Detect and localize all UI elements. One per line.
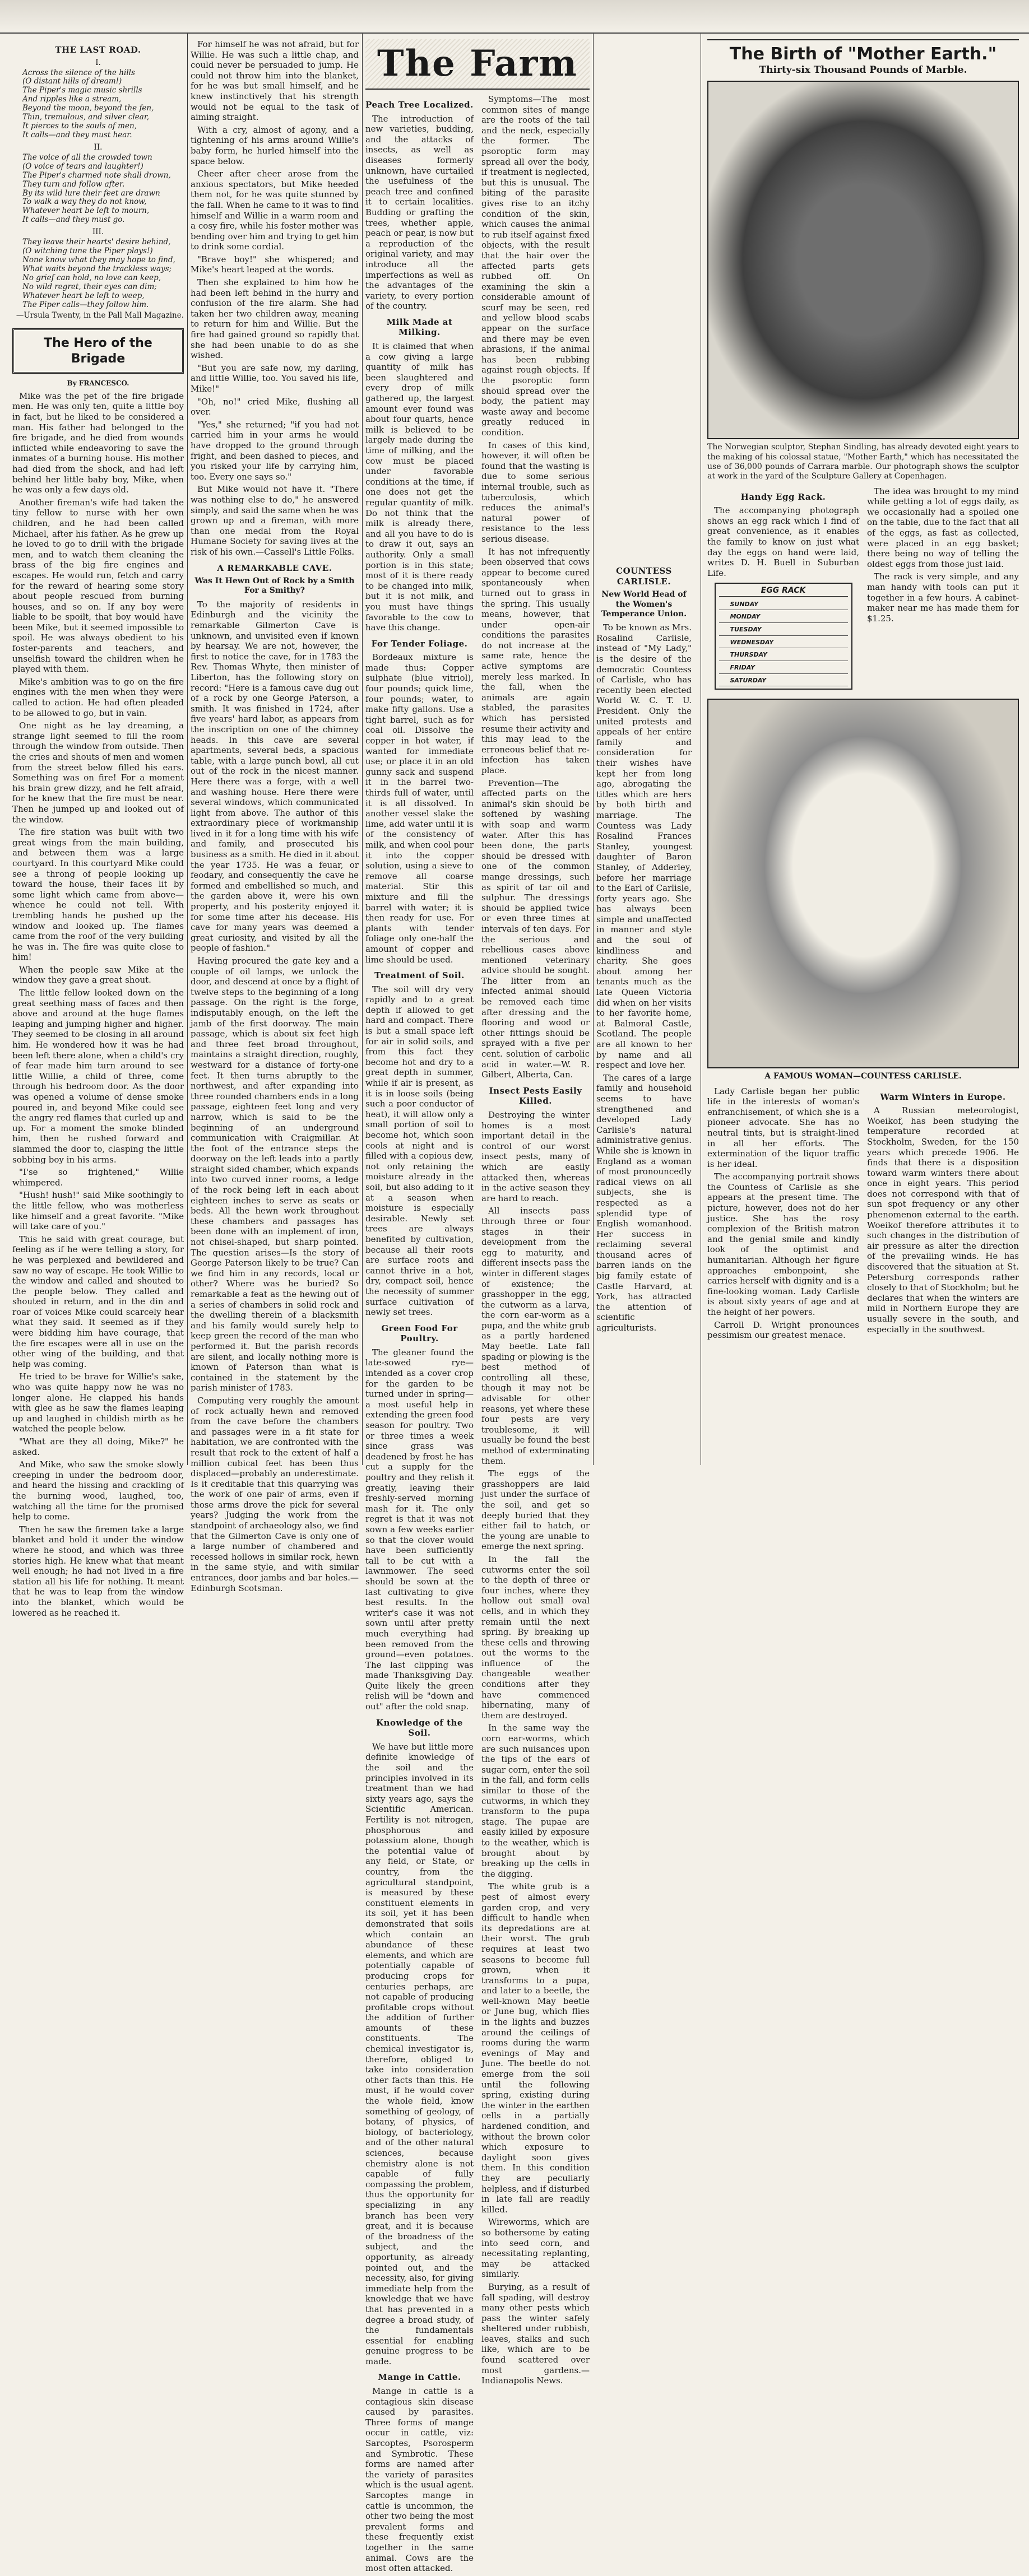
article-paragraph: The soil will dry very rapidly and to a great depth if allowed to get hard and compact. There is but a small space left for air in solid soils, and from this fact they become hot and dry to a great depth in summer, while if air is present, as it is in loose soils (being such a poor conductor of heat), it will allow only a small portion of soil to become hot, which soon cools at night and is filled with a copious dew, not only retaining the moisture already in the soil, but also adding to it at a season when moisture is especially desirable. Newly set trees are always benefited by cultivation, because all their roots are surface roots and cannot thrive in a hot, dry, compact soil, hence the necessity of summer surface cultivation of newly set trees.: [365, 984, 474, 1318]
story-paragraph: Cheer after cheer arose from the anxious spectators, but Mike heeded them not, for he was quite stunned by the fall. When he came to it was to find himself and Willie in a warm room and a cosy fire, while his foster mother was bending over him and trying to get him to drink some cordial.: [191, 169, 359, 252]
lower-section: [707, 1086, 1019, 1343]
birth-subtitle: Thirty-six Thousand Pounds of Marble.: [759, 64, 967, 76]
poem-line: (O voice of tears and laughter!): [22, 161, 143, 171]
egg-rack-illustration: [715, 583, 852, 690]
poem-title: THE LAST ROAD.: [55, 45, 141, 55]
column-rule: [187, 34, 188, 1465]
poem-line: Beyond the moon, beyond the fen,: [22, 104, 154, 113]
countess-continued: [707, 1086, 859, 1343]
poem-line: They leave their hearts' desire behind,: [22, 238, 171, 247]
poem-line: The Piper's charmed note shall drown,: [22, 170, 171, 180]
egg-rack-paragraph: The rack is very simple, and any man handy with tools can put it together in a few hours. A cabinet-maker near me has made them for $1.25.: [867, 571, 1019, 624]
story-paragraph: He tried to be brave for Willie's sake, who was quite happy now he was no longer alone. He clapped his hands with glee as he saw the flames leaping up and laughed in childish mirth as he watched the people below.: [12, 1371, 184, 1434]
countess-paragraph: Lady Carlisle began her public life in the interests of woman's enfranchisement, of which she is a pioneer advocate. She has no neutral tints, but is straight-lined in all her efforts. The extermination of the liquor traffic is her ideal.: [707, 1086, 859, 1169]
story-paragraph: "Hush! hush!" said Mike soothingly to the little fellow, who was motherless like himself and a great favorite. "Mike will take care of you.": [12, 1190, 184, 1232]
article-title: Treatment of Soil.: [374, 970, 465, 981]
poem-line: Whatever heart be left to mourn,: [22, 206, 150, 216]
countess-caption: A FAMOUS WOMAN—COUNTESS CARLISLE.: [764, 1072, 962, 1081]
poem-line: To walk a way they do not know,: [22, 197, 147, 207]
article-paragraph: The gleaner found the late-sowed rye—intended as a cover crop for the garden to be turned under in spring—a most useful help in extending the green food season for poultry. Two or three times a week since grass was deadened by frost he has cut a supply for the poultry and they relish it greatly, leaving their freshly-served morning mash for it. The only regret is that it was not sown a few weeks earlier so that the clover would have been sufficiently tall to be cut with a lawnmower. The seed should be sown at the last cultivating to give best results. In the writer's case it was not sown until after pretty much everything had been removed from the ground—even potatoes. The last clipping was made Thanksgiving Day. Quite likely the green relish will be "down and out" after the cold snap.: [365, 1347, 474, 1712]
stanza-number: I.: [95, 58, 101, 67]
article-paragraph: Burying, as a result of fall spading, will destroy many other pests which pass the winter safely sheltered under rubbish, leaves, stalks and such like, which are to be found scattered over most gardens.—Indianapolis News.: [481, 2281, 590, 2386]
poem-line: (O witching tune the Piper plays!): [22, 247, 153, 256]
story-paragraph: Another fireman's wife had taken the tiny fellow to nurse with her own children, and he had been called Michael, after his father. As he grew up he loved to go to drill with the brigade men, and to watch them cleaning the brass of the big fire engines and escapes. He would run, fetch and carry for the reward of hearing some story about people rescued from burning houses, and so on. If any boy were liable to be spoilt, that boy would have been Mike, but it seemed impossible to spoil. He was always obedient to his foster-parents and teachers, and unselfish toward the children when he played with them.: [12, 497, 184, 675]
story-paragraph: The fire station was built with two great wings from the main building, and between them was a large courtyard. In this courtyard Mike could see a throng of people looking up toward the house, their faces lit by some light which came from above—whence he could not tell. With trembling hands he pushed up the window and looked up. The flames came from the roof of the very building he was in. The fire was quite close to him!: [12, 827, 184, 962]
warm-winters-title: Warm Winters in Europe.: [880, 1091, 1006, 1102]
egg-rack-text-continued: [867, 486, 1019, 694]
countess-paragraph: The accompanying portrait shows the Countess of Carlisle as she appears at the present time. The picture, however, does not do her justice. She has the rosy complexion of the British matron and the genial smile and kindly look of the optimist and humanitarian. Although her figure approaches embonpoint, she carries herself with dignity and is a fine-looking woman. Lady Carlisle is about sixty years of age and at the height of her powers.: [707, 1171, 859, 1318]
article-paragraph: Mange in cattle is a contagious skin disease caused by parasites. Three forms of mange occur in cattle, viz: Sarcoptes, Psorosperm and Symbrotic. These forms are named after the variety of parasites which is the usual agent. Sarcoptes mange in cattle is uncommon, the other two being the most prevalent forms and these frequently exist together in the same animal. Cows are the most often attacked.: [365, 2386, 474, 2574]
egg-rack-paragraph: The accompanying photograph shows an egg rack which I find of great convenience, as it enables the family to know on just what day the eggs on hand were laid, writes D. H. Buell in Suburban Life.: [707, 505, 859, 578]
egg-rack-day: TUESDAY: [719, 623, 848, 636]
story-paragraph: And Mike, who saw the smoke slowly creeping in under the bedroom door, and heard the hissing and crackling of the burning wood, laughed, too, watching all the time for the promised help to come.: [12, 1459, 184, 1522]
story-paragraph: The little fellow looked down on the great seething mass of faces and then above and around at the huge flames leaping and jumping higher and higher. They seemed to be closing in all around him. He wondered how it was he had been left there alone, when a child's cry of fear made him turn around to see little Willie, a child of three, come through his bedroom door. As the door was opened a volume of dense smoke poured in, and beyond Mike could see the angry red flames that curled up and up. For a moment the smoke blinded him, then he rushed forward and slammed the door to, clasping the little sobbing boy in his arms.: [12, 988, 184, 1165]
warm-winters-paragraph: A Russian meteorologist, Woeikof, has been studying the temperature recorded at Stockholm, Sweden, for the 150 years which precede 1906. He finds that there is a disposition toward warm winters there about once in eight years. This period does not correspond with that of sun spot frequency or any other phenomenon external to the earth. Woeikof therefore attributes it to such changes in the distribution of air pressure as alter the direction of the prevailing winds. He has discovered that the situation at St. Petersburg corresponds rather closely to that of Stockholm; but he declares that when the winters are mild in Northern Europe they are usually severe in the south, and especially in the southwest.: [867, 1105, 1019, 1335]
poem-line: It calls—and they must go.: [22, 215, 125, 225]
story-paragraph: "Brave boy!" she whispered; and Mike's heart leaped at the words.: [191, 254, 359, 275]
egg-rack-day: THURSDAY: [719, 648, 848, 661]
countess-subtitle: New World Head of the Women's Temperance Union.: [601, 590, 687, 619]
story-paragraph: "What are they all doing, Mike?" he asked.: [12, 1436, 184, 1457]
poem-line: The voice of all the crowded town: [22, 152, 152, 162]
column-1: [12, 39, 184, 1618]
birth-title: The Birth of "Mother Earth.": [707, 39, 1019, 64]
countess-title: COUNTESS CARLISLE.: [616, 566, 672, 587]
poem-line: Across the silence of the hills: [22, 68, 135, 77]
story-paragraph: This he said with great courage, but feeling as if he were telling a story, for he was perplexed and bewildered and saw no way of escape. He took Willie to the window and called and shouted to the people below. They called and shouted in return, and in the din and roar of voices Mike could scarcely hear what they said. It seemed as if they were bidding him have courage, that the fire escapes were all in use on the other wing of the building, and that help was coming.: [12, 1234, 184, 1369]
article-title: For Tender Foliage.: [371, 638, 468, 649]
countess-paragraph: To be known as Mrs. Rosalind Carlisle, instead of "My Lady," is the desire of the democratic Countess of Carlisle, who has recently been elected World W. C. T. U. President. Only the united protests and appeals of her entire family and consideration for their wishes have kept her from long ago, abrogating the titles which are hers by both birth and marriage. The Countess was Lady Rosalind Frances Stanley, youngest daughter of Baron Stanley, of Adderley, before her marriage to the Earl of Carlisle, forty years ago. She has always been simple and unaffected in manner and style and the soul of kindliness and charity. She goes about among her tenants much as the late Queen Victoria did when on her visits to her favorite home, at Balmoral Castle, Scotland. The people are all known to her by name and all respect and love her.: [596, 622, 692, 1071]
poem-attribution: —Ursula Twenty, in the Pall Mall Magazine.: [16, 311, 184, 320]
article-title: Peach Tree Localized.: [365, 100, 474, 110]
column-4: [596, 560, 692, 1462]
egg-rack-section: [707, 486, 1019, 694]
column-2: [191, 39, 359, 1593]
poem-line: None know what they may hope to find,: [22, 255, 175, 264]
article-title: Milk Made at Milking.: [386, 317, 453, 338]
egg-rack-day: SUNDAY: [719, 598, 848, 611]
egg-rack-text: [707, 486, 859, 694]
egg-rack-day: FRIDAY: [719, 661, 848, 674]
article-paragraph: Wireworms, which are so bothersome by eating into seed corn, and necessitating replanting, may be attacked similarly.: [481, 2217, 590, 2280]
egg-rack-paragraph: The idea was brought to my mind while getting a lot of eggs daily, as we occasionally had a spoiled one on the table, due to the fact that all of the eggs, as fast as collected, were placed in an egg basket; there being no way of telling the oldest eggs from those just laid.: [867, 486, 1019, 569]
story-paragraph: One night as he lay dreaming, a strange light seemed to fill the room through the window from outside. Then the cries and shouts of men and women from the street below filled his ears. Something was on fire! For a moment his brain grew dizzy, and he felt afraid, for he knew that the fire must be near. Then he jumped up and looked out of the window.: [12, 720, 184, 825]
article-paragraph: In the fall the cutworms enter the soil to the depth of three or four inches, where they hollow out small oval cells, and in which they remain until the next spring. By breaking up these cells and throwing out the worms to the influence of the changeable weather conditions after they have commenced hibernating, many of them are destroyed.: [481, 1554, 590, 1721]
egg-rack-day: WEDNESDAY: [719, 636, 848, 649]
farm-masthead: The Farm: [365, 39, 590, 90]
poem-line: (O distant hills of dream!): [22, 77, 122, 86]
egg-rack-title: Handy Egg Rack.: [740, 491, 826, 502]
article-paragraph: Symptoms—The most common sites of mange are the roots of the tail and the neck, especially the former. The psoroptic form may spread all over the body, if treatment is neglected, but this is unusual. The biting of the parasite gives rise to an itchy condition of the skin, which causes the animal to rub itself against fixed objects, with the result that the hair over the affected parts gets rubbed off. On examining the skin a considerable amount of scurf may be seen, red and yellow blood scabs appear on the surface and there may be even abrasions, if the animal has been rubbing against rough objects. If the psoroptic form should spread over the body, the patient may waste away and become greatly reduced in condition.: [481, 94, 590, 438]
article-paragraph: We have but little more definite knowledge of the soil and the principles involved in its treatment than we had sixty years ago, says the Scientific American. Fertility is not nitrogen, phosphorous and potassium alone, though the potential value of any field, or State, or country, from the agricultural standpoint, is measured by these constituent elements in its soil, yet it has been demonstrated that soils which contain an abundance of these elements, and which are potentially capable of producing crops for centuries perhaps, are not capable of producing profitable crops without the addition of further amounts of these constituents. The chemical investigator is, therefore, obliged to take into consideration other facts than this. He must, if he would cover the whole field, know something of geology, of botany, of physics, of biology, of bacteriology, and of the other natural sciences, because chemistry alone is not capable of fully compassing the problem, thus the opportunity for specializing in any branch has been very great, and it is because of the broadness of the subject, and the opportunity, as already pointed out, and the necessity, also, for giving immediate help from the knowledge that we have that has prevented in a degree a broad study, of the fundamentals essential for enabling genuine progress to be made.: [365, 1741, 474, 2366]
article-title: Knowledge of the Soil.: [376, 1717, 463, 1738]
poem-line: Whatever heart be left to weep,: [22, 291, 145, 300]
story-paragraph: Then he saw the firemen take a large blanket and hold it under the window where he stood, and which was three stories high. He knew what that meant well enough; he had not lived in a fire station all his life for nothing. It meant that he was to leap from the window into the blanket, which would be lowered as he reached it.: [12, 1524, 184, 1618]
page-header-band: [0, 0, 1029, 34]
story-paragraph: "Oh, no!" cried Mike, flushing all over.: [191, 396, 359, 417]
article-paragraph: In the same way the corn ear-worms, which are such nuisances upon the tips of the ears of sugar corn, enter the soil in the fall, and form cells similar to those of the cutworms, in which they transform to the pupa stage. The pupae are easily killed by exposure to the weather, which is brought about by breaking up the cells in the digging.: [481, 1723, 590, 1879]
poem-line: By its wild lure their feet are drawn: [22, 188, 160, 198]
farm-split: [365, 94, 590, 2576]
sculpture-caption: The Norwegian sculptor, Stephan Sindling, has already devoted eight years to the making of his colossal statue, "Mother Earth," which has necessitated the use of 36,000 pounds of Carrara marble. Our photograph shows the sculptor at work in the yard of the Sculpture Gallery at Copenhagen.: [707, 443, 1019, 481]
poem-line: The Piper's magic music shrills: [22, 86, 142, 95]
article-paragraph: The introduction of new varieties, budding, and the attacks of insects, as well as diseases formerly unknown, have curtailed the usefulness of the peach tree and confined it to certain localities. Budding or grafting the trees, whether apple, peach or pear, is now but a reproduction of the original variety, and may introduce all the imperfections as well as the advantages of the variety, to every portion of the country.: [365, 113, 474, 311]
poem-line: No wild regret, their eyes can dim;: [22, 282, 157, 291]
poem-line: The Piper calls—they follow him.: [22, 300, 149, 309]
story-paragraph: "I'se so frightened," Willie whimpered.: [12, 1167, 184, 1188]
article-title: Insect Pests Easily Killed.: [489, 1085, 582, 1106]
story-title-box: The Hero of the Brigade: [12, 328, 184, 374]
article-paragraph: It has not infrequently been observed that cows appear to become cured spontaneously when turned out to grass in the spring. This usually means, however, that under open-air conditions the parasites do not increase at the same rate, hence the active symptoms are merely less marked. In the fall, when the animals are again stabled, the parasites which has persisted resume their activity and this may lead to the erroneous belief that re-infection has taken place.: [481, 546, 590, 775]
column-rule: [362, 34, 363, 1465]
egg-rack-day: MONDAY: [719, 610, 848, 623]
stanza-number: II.: [94, 142, 103, 152]
article-paragraph: Destroying the winter homes is a most important detail in the control of our worst insect pests, many of which are easily attacked then, whereas in the active season they are hard to reach.: [481, 1110, 590, 1203]
column-3-farm: [365, 39, 590, 2574]
article-paragraph: All insects pass through three or four stages in their development from the egg to maturity, and different insects pass the winter in different stages of existence; the grasshopper in the egg, the cutworm as a larva, the corn ear-worm as a pupa, and the white grub as a partly hardened May beetle. Late fall spading or plowing is the best method of controlling all these, though it may not be advisable for other reasons, yet where these four pests are very troublesome, it will usually be found the best method of exterminating them.: [481, 1206, 590, 1466]
egg-rack-label: EGG RACK: [719, 586, 848, 596]
story-paragraph: When the people saw Mike at the window they gave a great shout.: [12, 964, 184, 985]
cave-title: A REMARKABLE CAVE.: [217, 562, 332, 573]
poem: [12, 59, 184, 321]
cave-subtitle: Was It Hewn Out of Rock by a Smith For a Smithy?: [194, 576, 355, 596]
article-paragraph: It is claimed that when a cow giving a large quantity of milk has been slaughtered and every drop of milk gathered up, the largest amount ever found was about four quarts, hence milk is believed to be largely made during the time of milking, and the cow must be placed under favorable conditions at the time, if one does not get the regular quantity of milk. Do not think that the milk is already there, and all you have to do is to draw it out, says an authority. Only a small portion is in this state; most of it is there ready to be changed into milk, but it is not milk, and you must have things favorable to the cow to have this change.: [365, 341, 474, 633]
filler-paragraph: Carroll D. Wright pronounces pessimism our greatest menace.: [707, 1319, 859, 1341]
article-paragraph: Bordeaux mixture is made thus: Copper sulphate (blue vitriol), four pounds; quick lime, four pounds; water, to make fifty gallons. Use a tight barrel, such as for coal oil. Dissolve the copper in hot water, if wanted for immediate use; or place it in an old gunny sack and suspend it in the barrel two-thirds full of water, until it is all dissolved. In another vessel slake the lime, add water until it is of the consistency of milk, and when cool pour it into the copper solution, using a sieve to remove all coarse material. Stir this mixture and fill the barrel with water; it is then ready for use. For plants with tender foliage only one-half the amount of copper and lime should be used.: [365, 652, 474, 965]
article-paragraph: Prevention—The affected parts on the animal's skin should be softened by washing with soap and warm water. After this has been done, the parts should be dressed with one of the common mange dressings, such as spirit of tar oil and sulphur. The dressings should be applied twice or even three times at intervals of ten days. For the serious and rebellious cases above mentioned veterinary advice should be sought. The litter from an infected animal should be removed each time after dressing and the flooring and wood or other fittings should be sprayed with a five per cent. solution of carbolic acid in water.—W. R. Gilbert, Alberta, Can.: [481, 778, 590, 1080]
cave-paragraph: Computing very roughly the amount of rock actually hewn and removed from the cave before the chambers and passages were in a fit state for habitation, we are confronted with the result that rock to the extent of half a million cubical feet has been thus displaced—probably an underestimate. Is it creditable that this quarrying was the work of one pair of arms, even if those arms drove the pick for several years? Judging the work from the standpoint of archaeology also, we find that the Gilmerton Cave is only one of a large number of chambered and recessed hollows in similar rock, hewn in the same style, and with similar entrances, door jambs and bar holes.—Edinburgh Scotsman.: [191, 1395, 359, 1593]
story-paragraph: With a cry, almost of agony, and a tightening of his arms around Willie's baby form, he hurled himself into the space below.: [191, 124, 359, 166]
farm-subcolumn-right: [481, 94, 590, 2576]
story-paragraph: Mike's ambition was to go on the fire engines with the men when they were called to action. He had often pleaded to be allowed to go, but in vain.: [12, 676, 184, 718]
column-rule: [593, 34, 594, 1465]
sculpture-photo: [707, 81, 1019, 439]
countess-portrait: [707, 699, 1019, 1068]
column-5: [707, 39, 1019, 1462]
poem-line: It pierces to the souls of men,: [22, 122, 137, 131]
cave-paragraph: Having procured the gate key and a couple of oil lamps, we unlock the door, and descend at once by a flight of twelve steps to the beginning of a long passage. On the right is the forge, indisputably enough, on the left the jamb of the first doorway. The main passage, which is about six feet high and three feet broad throughout, maintains a straight direction, roughly, westward for a distance of forty-one feet. It then turns abruptly to the northwest, and after expanding into three rounded chambers ends in a long passage, eighteen feet long and very narrow, which is said to be the beginning of an underground communication with Craigmillar. At the foot of the entrance steps the doorway on the left leads into a partly straight sided chamber, which expands into two curved inner rooms, a ledge of the rock being left in each about eighteen inches to serve as seats or beds. All the hewn work throughout these chambers and passages has been done with an implement of iron, not chisel-shaped, but sharp pointed. The question arises—Is the story of George Paterson likely to be true? Can we find him in any records, local or other? Where was he buried? So remarkable a feat as the hewing out of a series of chambers in solid rock and the dwelling therein of a blacksmith and his family would surely help to keep green the record of the man who performed it. But the parish records are silent, and locally nothing more is known of Paterson than what is contained in the statement by the parish minister of 1783.: [191, 956, 359, 1393]
story-paragraph: "Yes," she returned; "if you had not carried him in your arms he would have dropped to the ground through fright, and been dashed to pieces, and you risked your life by carrying him, too. Every one says so.": [191, 419, 359, 482]
story-paragraph: But Mike would not have it. "There was nothing else to do," he answered simply, and said the same when he was grown up and a fireman, with more than one medal from the Royal Humane Society for saving lives at the risk of his own.—Cassell's Little Folks.: [191, 484, 359, 557]
poem-line: And ripples like a stream,: [22, 95, 122, 104]
story-paragraph: For himself he was not afraid, but for Willie. He was such a little chap, and could never be persuaded to jump. He could not throw him into the blanket, for he was but small himself, and he knew instinctively that his strength would not be equal to the task of aiming straight.: [191, 39, 359, 123]
farm-subcolumn-left: [365, 94, 474, 2576]
poem-line: No grief can hold, no love can keep,: [22, 273, 161, 282]
poem-line: It calls—and they must hear.: [22, 130, 132, 140]
story-paragraph: Mike was the pet of the fire brigade men. He was only ten, quite a little boy in fact, but he liked to be considered a man. His father had belonged to the fire brigade, and he died from wounds inflicted while endeavoring to save the inmates of a burning house. His mother had died from the shock, and had left behind her little baby boy, Mike, when he was only a few days old.: [12, 390, 184, 495]
story-paragraph: "But you are safe now, my darling, and little Willie, too. You saved his life, Mike!": [191, 362, 359, 394]
article-paragraph: The eggs of the grasshoppers are laid just under the surface of the soil, and get so deeply buried that they either fail to hatch, or the young are unable to emerge the next spring.: [481, 1468, 590, 1552]
poem-line: They turn and follow after.: [22, 179, 125, 189]
countess-paragraph: The cares of a large family and household seems to have strengthened and developed Lady Carlisle's natural administrative genius. While she is known in England as a woman of most pronouncedly radical views on all subjects, she is respected as a splendid type of English womanhood. Her success in reclaiming several thousand acres of barren lands on the big family estate of Castle Harvard, at York, has attracted the attention of scientific agriculturists.: [596, 1072, 692, 1333]
story-paragraph: Then she explained to him how he had been left behind in the hurry and confusion of the fire alarm. She had taken her two children away, meaning to return for him and Willie. But the fire had gained ground so rapidly that she had been unable to do as she wished.: [191, 277, 359, 361]
warm-winters: [867, 1086, 1019, 1343]
article-paragraph: In cases of this kind, however, it will often be found that the wasting is due to some serious internal trouble, such as tuberculosis, which reduces the animal's natural power of resistance to the less serious disease.: [481, 440, 590, 544]
cave-paragraph: To the majority of residents in Edinburgh and the vicinity the remarkable Gilmerton Cave is unknown, and unvisited even if known by hearsay. We are not, however, the first to notice the cave, for in 1783 the Rev. Thomas Whyte, then minister of Liberton, has the following story on record: "Here is a famous cave dug out of a rock by one George Paterson, a smith. It was finished in 1724, after five years' hard labor, as appears from the inscription on one of the chimney heads. In this cave are several apartments, several beds, a spacious table, with a large punch bowl, all cut out of the rock in the nicest manner. Here there was a forge, with a well and washing house. Here there were several windows, which communicated light from above. The author of this extraordinary piece of workmanship lived in it for a long time with his wife and family, and prosecuted his business as a smith. He died in it about the year 1735. He was a feuar, or feodary, and consequently the cave he formed and embellished so much, and the garden above it, were his own property, and his posterity enjoyed it for some time after his decease. His cave for many years was deemed a great curiosity, and visited by all the people of fashion.": [191, 599, 359, 954]
egg-rack-day: SATURDAY: [719, 674, 848, 687]
poem-line: What waits beyond the trackless ways;: [22, 264, 172, 273]
article-paragraph: The white grub is a pest of almost every garden crop, and very difficult to handle when its depredations are at their worst. The grub requires at least two seasons to become full grown, when it transforms to a pupa, and later to a beetle, the well-known May beetle or June bug, which flies in the lights and buzzes around the ceilings of rooms during the warm evenings of May and June. The beetle do not emerge from the soil until the following spring, existing during the winter in the earthen cells in a partially hardened condition, and without the brown color which exposure to daylight soon gives them. In this condition they are peculiarly helpless, and if disturbed in late fall are readily killed.: [481, 1881, 590, 2215]
stanza-number: III.: [92, 227, 104, 237]
story-byline: By FRANCESCO.: [67, 379, 129, 387]
article-title: Green Food For Poultry.: [381, 1323, 458, 1344]
poem-line: Thin, tremulous, and silver clear,: [22, 113, 150, 122]
article-title: Mange in Cattle.: [378, 2372, 461, 2383]
